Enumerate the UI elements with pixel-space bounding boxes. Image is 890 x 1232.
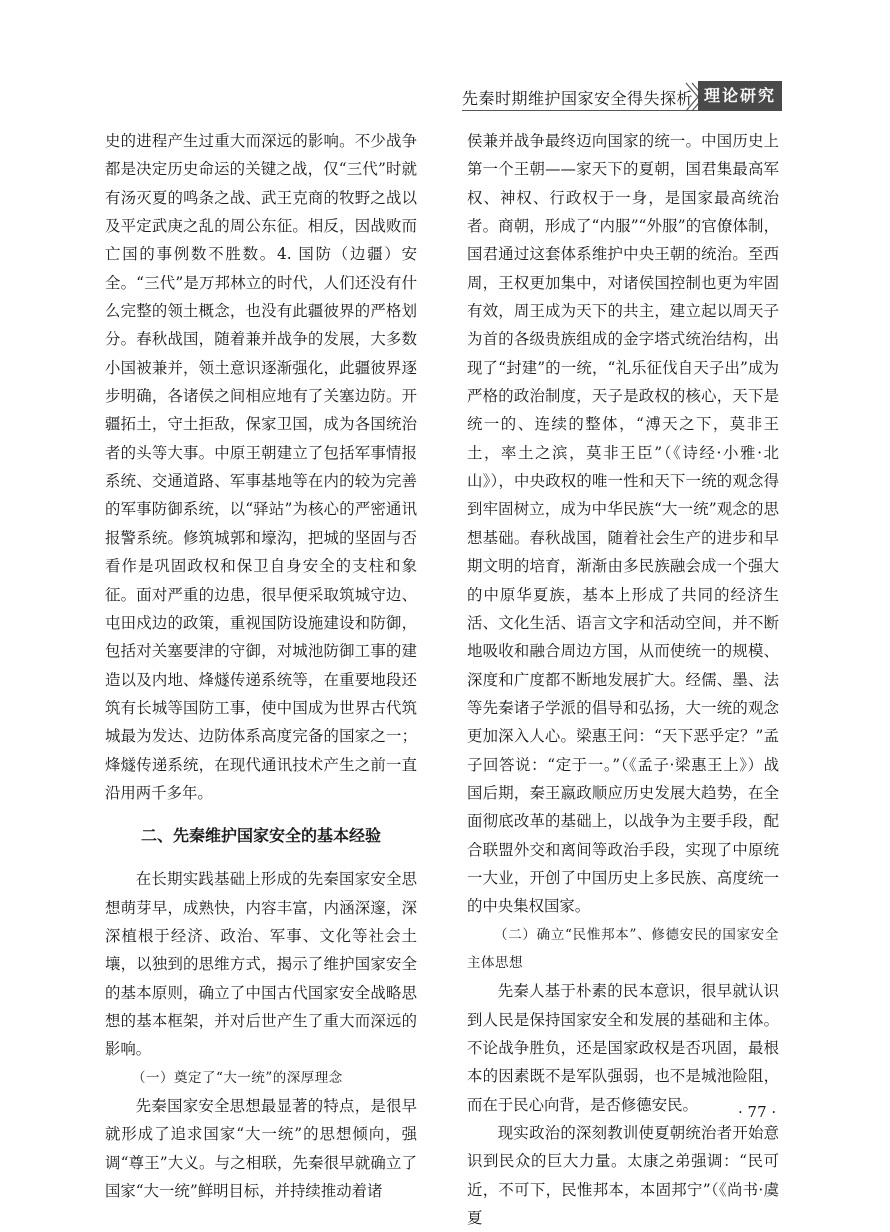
running-header bbox=[462, 80, 782, 114]
journal-article-title: 先秦时期维护国家安全得失探析 bbox=[462, 89, 694, 108]
subsection-heading: （二）确立“民惟邦本”、修德安民的国家安全主体思想 bbox=[467, 926, 779, 971]
section-heading: 二、先秦维护国家安全的基本经验 bbox=[140, 826, 381, 846]
header-rule bbox=[462, 110, 698, 111]
left-column bbox=[105, 127, 417, 1205]
paragraph: 侯兼并战争最终迈向国家的统一。中国历史上第一个王朝——家天下的夏朝，国君集最高军权、神权、行政权于一身，是国家最高统治者。商朝，形成了“内服”“外服”的官僚体制，国君通过这套体系维护中央王朝的统治。至西周，王权更加集中，对诸侯国控制也更为牢固有效，周王成为天下的共主，建立起以周天子为首的各级贵族组成的金字塔式统治结构，出现了“封建”的一统，“礼乐征伐自天子出”成为严格的政治制度，天子是政权的核心，天下是统一的、连续的整体，“溥天之下，莫非王土，率土之滨，莫非王臣”（《诗经·小雅·北山》），中央政权的唯一性和天下一统的观念得到牢固树立，成为中华民族“大一统”观念的思想基础。春秋战国，随着社会生产的进步和早期文明的培育，渐渐由多民族融会成一个强大的中原华夏族，基本上形成了共同的经济生活、文化生活、语言文字和活动空间，并不断地吸收和融合周边方国，从而使统一的规模、深度和广度都不断地发展扩大。经儒、墨、法等先秦诸子学派的倡导和弘扬，大一统的观念更加深入人心。梁惠王问：“天下恶乎定？”孟子回答说：“定于一。”（《孟子·梁惠王上》）战国后期，秦王嬴政顺应历史发展大趋势，在全面彻底改革的基础上，以战争为主要手段，配合联盟外交和离间等政治手段，实现了中原统一大业，开创了中国历史上多民族、高度统一的中央集权国家。 bbox=[467, 132, 779, 916]
page-number: · 77 · bbox=[738, 1103, 777, 1121]
right-column bbox=[467, 127, 779, 1232]
paragraph: 先秦国家安全思想最显著的特点，是很早就形成了追求国家“大一统”的思想倾向，强调“尊王”大义。与之相联，先秦很早就确立了国家“大一统”鲜明目标，并持续推动着诸 bbox=[105, 1097, 417, 1201]
paragraph: 先秦人基于朴素的民本意识，很早就认识到人民是保持国家安全和发展的基础和主体。不论战争胜负，还是国家政权是否巩固，最根本的因素既不是军队强弱，也不是城池险阻，而在于民心向背，是否修德安民。 bbox=[467, 982, 779, 1114]
paragraph: 史的进程产生过重大而深远的影响。不少战争都是决定历史命运的关键之战，仅“三代”时就有汤灭夏的鸣条之战、武王克商的牧野之战以及平定武庚之乱的周公东征。相反，因战败而亡国的事例数不胜数。4. 国防（边疆）安全。“三代”是万邦林立的时代，人们还没有什么完整的领土概念，也没有此疆彼界的严格划分。春秋战国，随着兼并战争的发展，大多数小国被兼并，领土意识逐渐强化，此疆彼界逐步明确，各诸侯之间相应地有了关塞边防。开疆拓土，守土拒敌，保家卫国，成为各国统治者的头等大事。中原王朝建立了包括军事情报系统、交通道路、军事基地等在内的较为完善的军事防御系统，以“驿站”为核心的严密通讯报警系统。修筑城郭和壕沟，把城的坚固与否看作是巩固政权和保卫自身安全的支柱和象征。面对严重的边患，很早便采取筑城守边、屯田戍边的政策，重视国防设施建设和防御，包括对关塞要津的守御，对城池防御工事的建造以及内地、烽燧传递系统等，在重要地段还筑有长城等国防工事，使中国成为世界古代筑城最为发达、边防体系高度完备的国家之一；烽燧传递系统，在现代通讯技术产生之前一直沿用两千多年。 bbox=[105, 132, 417, 802]
section-badge: 理论研究 bbox=[698, 81, 782, 111]
subsection-heading: （一）奠定了“大一统”的深厚理念 bbox=[132, 1069, 343, 1086]
paragraph: 现实政治的深刻教训使夏朝统治者开始意识到民众的巨大力量。太康之弟强调：“民可近，不可下，民惟邦本，本固邦宁”（《尚书·虞夏 bbox=[467, 1124, 779, 1228]
paragraph: 在长期实践基础上形成的先秦国家安全思想萌芽早，成熟快，内容丰富，内涵深邃，深深植根于经济、政治、军事、文化等社会土壤，以独到的思维方式，揭示了维护国家安全的基本原则，确立了中国古代国家安全战略思想的基本框架，并对后世产生了重大而深远的影响。 bbox=[105, 870, 417, 1059]
